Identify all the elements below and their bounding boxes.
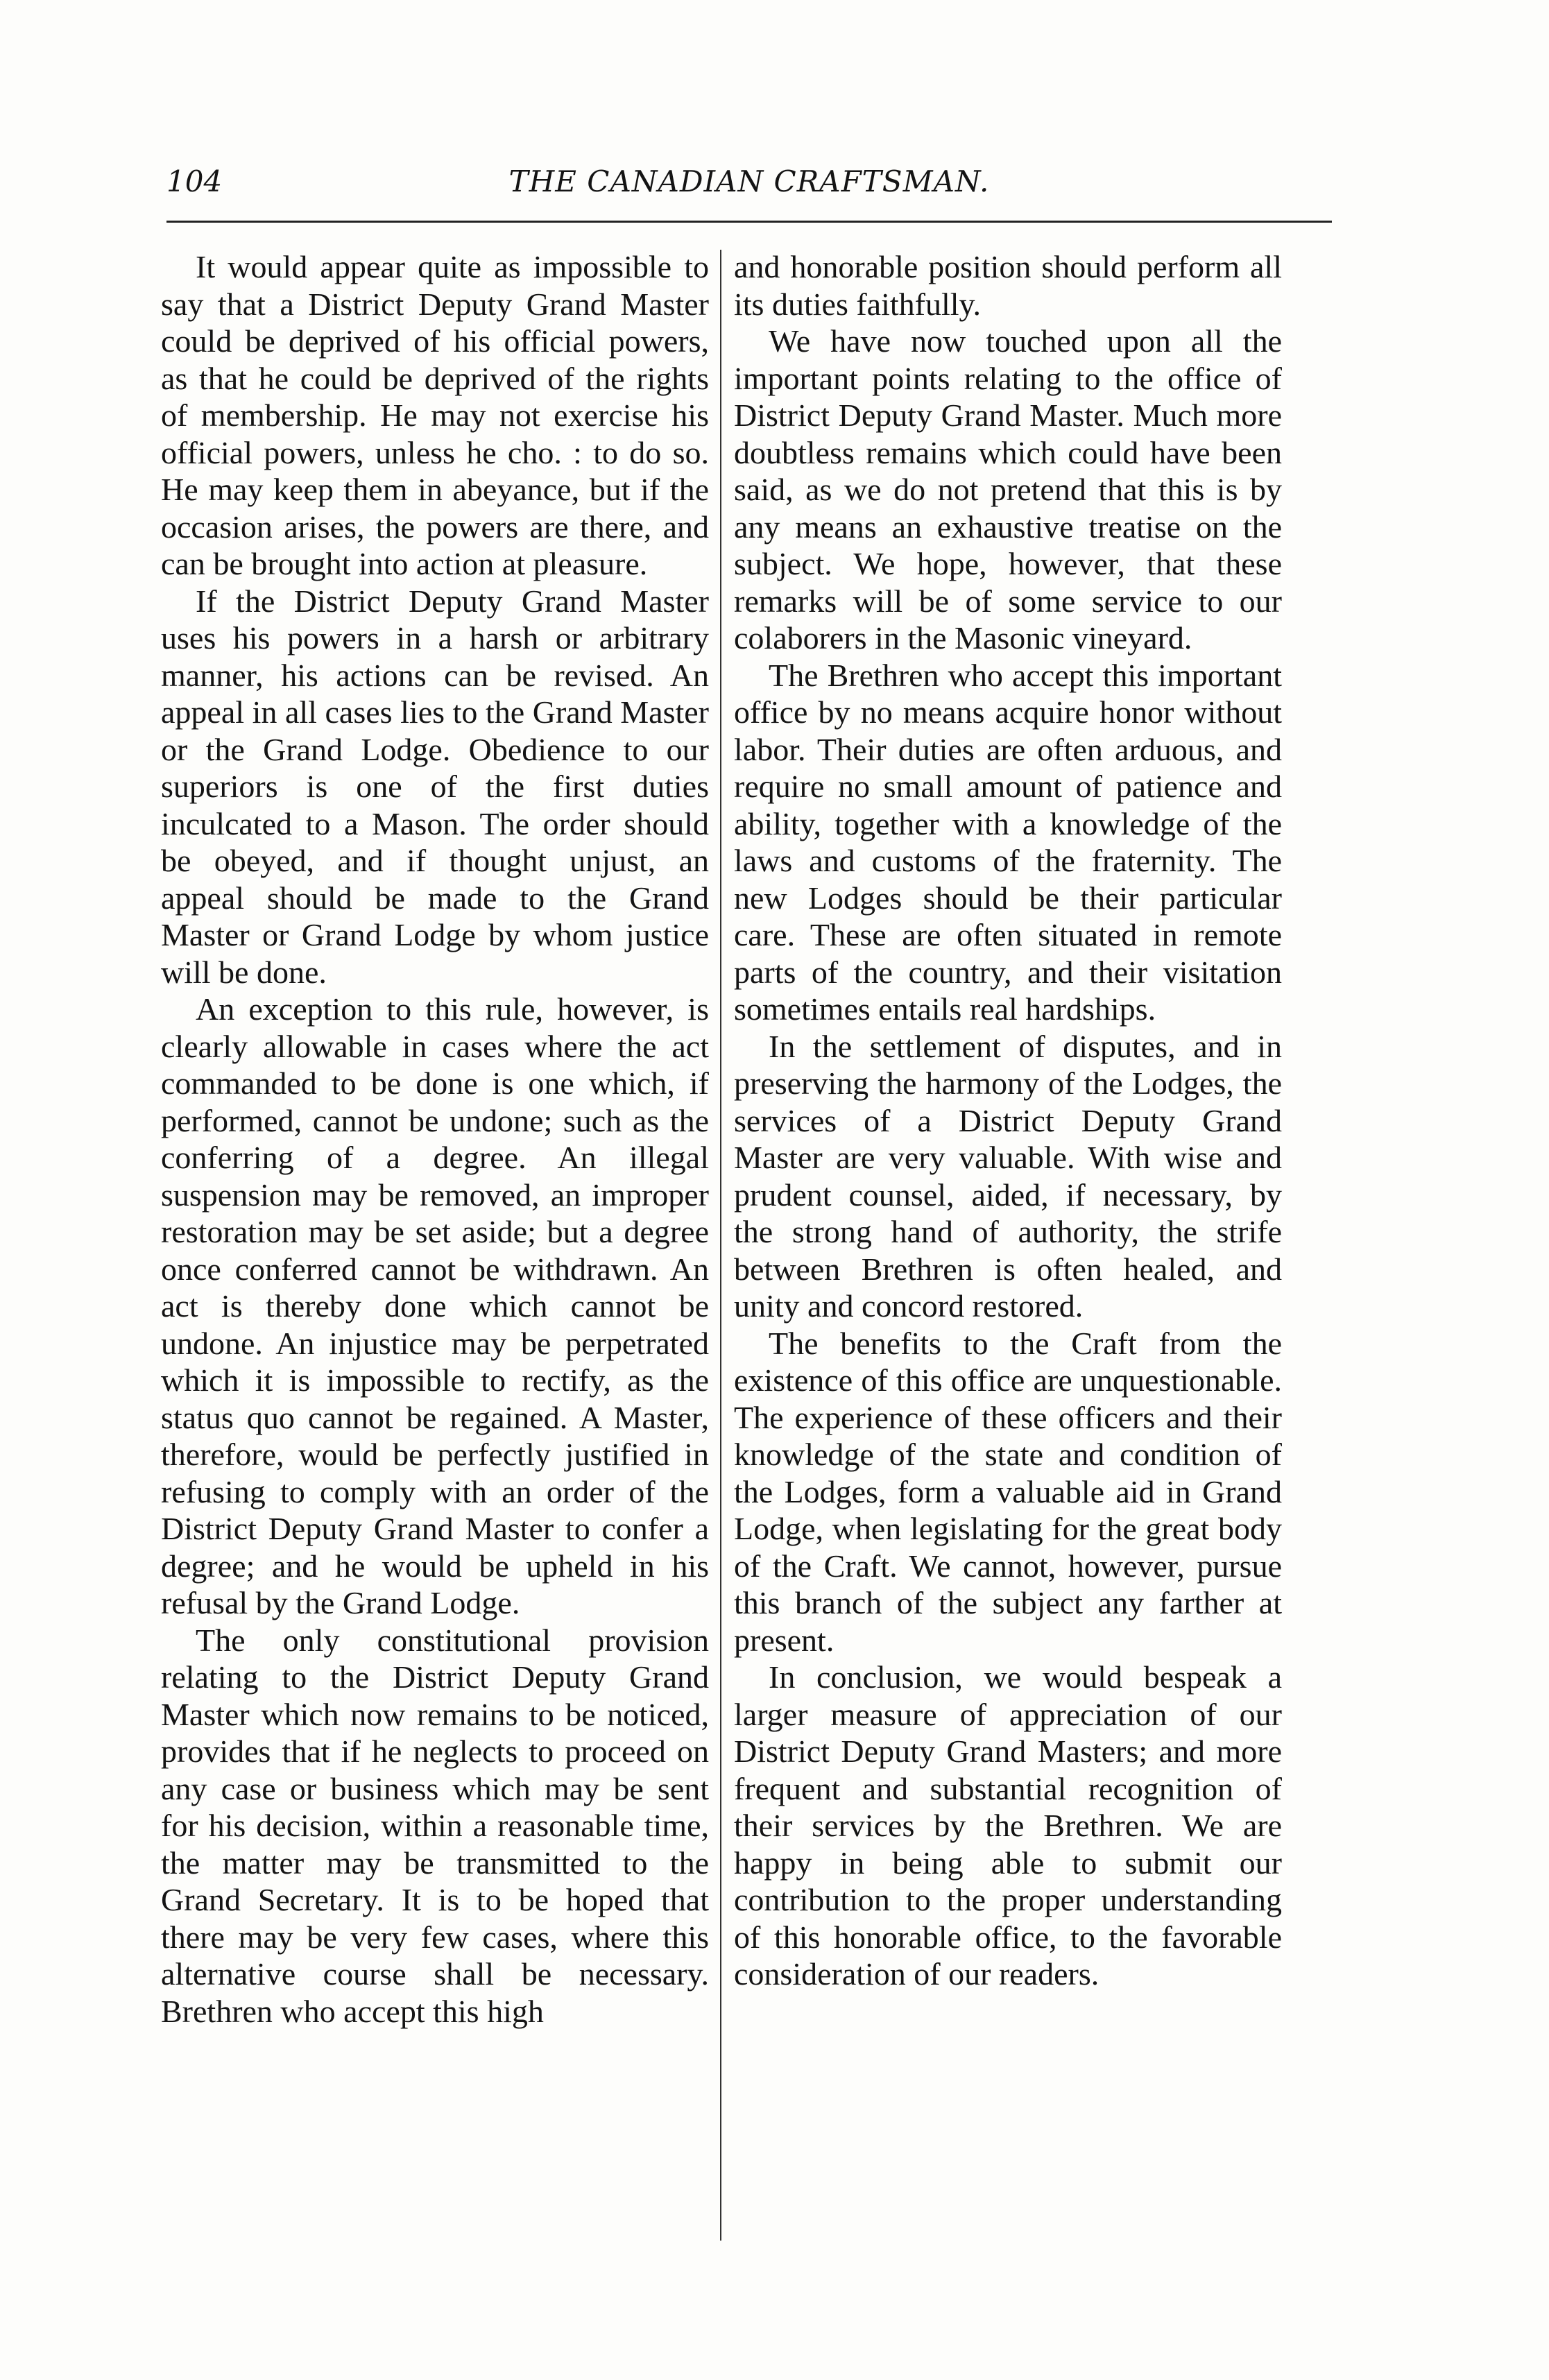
paragraph: and honorable position should perform all its duties faithfully. — [734, 249, 1282, 322]
paragraph: In the settlement of disputes, and in preserving the harmony of the Lodges, the services of a District Deputy Grand Master are very valuable. With wise and prudent counsel, aided, if necessary, by the strong hand of authority, the strife between Brethren is often healed, and unity and concord restored. — [734, 1028, 1282, 1324]
running-title: THE CANADIAN CRAFTSMAN. — [508, 164, 990, 198]
paragraph: If the District Deputy Grand Master uses his powers in a harsh or arbitrary manner, his actions can be revised. An appeal in all cases lies to the Grand Master or the Grand Lodge. Obedience to our superiors is one of the first duties inculcated to a Mason. The order should be obeyed, and if thought unjust, an appeal should be made to the Grand Master or Grand Lodge by whom justice will be done. — [161, 583, 709, 990]
paragraph: The only constitutional provision relating to the District Deputy Grand Master which now remains to be noticed, provides that if he neglects to proceed on any case or business which may be sent for his decision, within a reasonable time, the matter may be transmitted to the Grand Secretary. It is to be hoped that there may be very few cases, where this alternative course shall be necessary. Brethren who accept this high — [161, 1622, 709, 2029]
paragraph: An exception to this rule, however, is clearly allowable in cases where the act commanded to be done is one which, if performed, cannot be undone; such as the conferring of a degree. An illegal suspension may be removed, an improper restoration may be set aside; but a degree once conferred cannot be withdrawn. An act is thereby done which cannot be undone. An injustice may be perpetrated which it is impossible to rectify, as the status quo cannot be regained. A Master, therefore, would be perfectly justified in refusing to comply with an order of the District Deputy Grand Master to confer a degree; and he would be upheld in his refusal by the Grand Lodge. — [161, 991, 709, 1620]
header-rule — [166, 221, 1332, 223]
paragraph: It would appear quite as impossible to say that a District Deputy Grand Master could be deprived of his official powers, as that he could be deprived of the rights of membership. He may not exercise his official powers, unless he cho. : to do so. He may keep them in abeyance, but if the occasion arises, the powers are there, and can be brought into action at pleasure. — [161, 249, 709, 581]
paragraph: We have now touched upon all the important points relating to the office of District Deputy Grand Master. Much more doubtless remains which could have been said, as we do not pretend that this is by any means an exhaustive treatise on the subject. We hope, however, that these remarks will be of some service to our colaborers in the Masonic vineyard. — [734, 323, 1282, 656]
paragraph: The benefits to the Craft from the existence of this office are unquestionable. The experience of these officers and their knowledge of the state and condition of the Lodges, form a valuable aid in Grand Lodge, when legislating for the great body of the Craft. We cannot, however, pursue this branch of the subject any farther at present. — [734, 1325, 1282, 1658]
page-header — [166, 161, 1332, 209]
page-number: 104 — [166, 164, 223, 198]
paragraph: In conclusion, we would bespeak a larger measure of appreciation of our District Deputy Grand Masters; and more frequent and substantial recognition of their services by the Brethren. We are happy in being able to submit our contribution to the proper understanding of this honorable office, to the favorable consideration of our readers. — [734, 1659, 1282, 1992]
left-column — [161, 248, 709, 2030]
right-column — [734, 248, 1282, 1993]
paragraph: The Brethren who accept this important office by no means acquire honor without labor. Their duties are often arduous, and require no small amount of patience and ability, together with a knowledge of the laws and customs of the fraternity. The new Lodges should be their particular care. These are often situated in remote parts of the country, and their visitation sometimes entails real hardships. — [734, 657, 1282, 1027]
column-divider — [720, 250, 721, 2241]
